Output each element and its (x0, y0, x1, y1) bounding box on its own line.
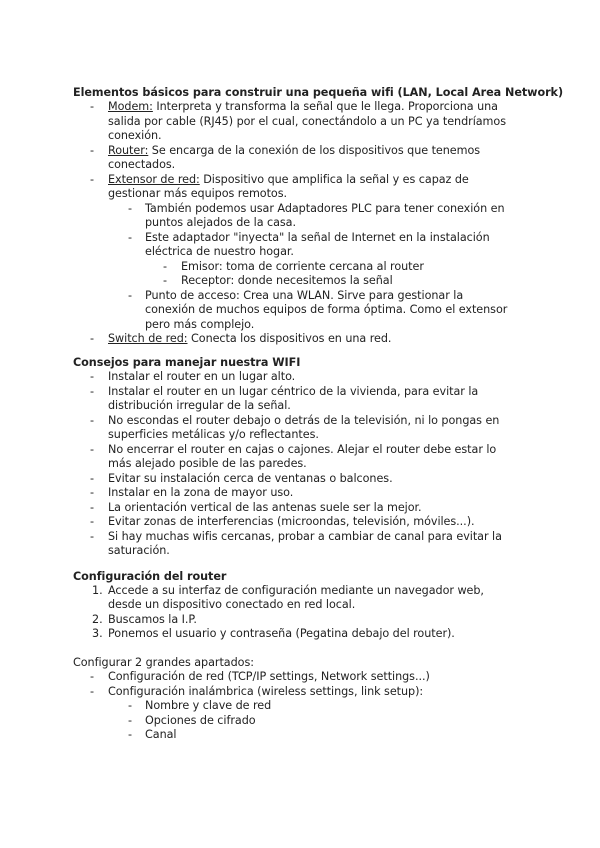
text-modem-3: conexión. (108, 129, 162, 142)
tip-line: No encerrar el router en cajas o cajones. Alejar el router debe estar lo (108, 443, 497, 456)
bullet-dash: - (163, 274, 168, 287)
bullet-dash: - (128, 728, 133, 741)
bullet-dash: - (128, 714, 133, 727)
sub-sub-item-receptor: Receptor: donde necesitemos la señal (181, 274, 393, 287)
sub-item-punto-acceso: Punto de acceso: Crea una WLAN. Sirve para gestionar la (145, 289, 464, 302)
bullet-dash: - (90, 173, 95, 186)
sub-item-adaptador: Este adaptador "inyecta" la señal de Internet en la instalación (145, 231, 490, 244)
tip-line: más alejado posible de las paredes. (108, 457, 307, 470)
bullet-dash: - (90, 385, 95, 398)
bullet-dash: - (163, 260, 168, 273)
tip-line: La orientación vertical de las antenas suele ser la mejor. (108, 501, 422, 514)
bullet-dash: - (128, 202, 133, 215)
config-sub-item: Canal (145, 728, 177, 741)
tip-line: Si hay muchas wifis cercanas, probar a cambiar de canal para evitar la (108, 530, 502, 543)
list-item-router (108, 144, 480, 159)
text-extensor-2: gestionar más equipos remotos. (108, 187, 288, 200)
list-item-switch (108, 332, 391, 347)
tip-line: distribución irregular de la señal. (108, 399, 291, 412)
bullet-dash: - (90, 443, 95, 456)
bullet-dash: - (90, 414, 95, 427)
sub-item-plc: También podemos usar Adaptadores PLC para tener conexión en (145, 202, 505, 215)
step-line: desde un dispositivo conectado en red local. (108, 598, 356, 611)
section-heading-configuracion: Configuración del router (73, 570, 227, 583)
list-item-modem (108, 100, 498, 115)
tip-line: Evitar zonas de interferencias (microondas, televisión, móviles...). (108, 515, 475, 528)
bullet-dash: - (90, 685, 95, 698)
text-switch-1: Conecta los dispositivos en una red. (187, 332, 392, 345)
section-heading-elementos: Elementos básicos para construir una pequeña wifi (LAN, Local Area Network) (73, 86, 564, 99)
text-router-1: Se encarga de la conexión de los dispositivos que tenemos (148, 144, 481, 157)
list-item-extensor (108, 173, 469, 188)
tip-line: Instalar el router en un lugar alto. (108, 370, 296, 383)
tip-line: saturación. (108, 544, 170, 557)
section-heading-apartados: Configurar 2 grandes apartados: (73, 656, 254, 669)
text-extensor-1: Dispositivo que amplifica la señal y es capaz de (199, 173, 469, 186)
tip-line: No escondas el router debajo o detrás de la televisión, ni lo pongas en (108, 414, 500, 427)
step-line: Accede a su interfaz de configuración mediante un navegador web, (108, 584, 484, 597)
sub-sub-item-emisor: Emisor: toma de corriente cercana al router (181, 260, 424, 273)
tip-line: Instalar en la zona de mayor uso. (108, 486, 294, 499)
bullet-dash: - (90, 100, 95, 113)
sub-item-punto-acceso-3: pero más complejo. (145, 318, 255, 331)
term-switch: Switch de red: (108, 332, 188, 345)
term-modem: Modem: (108, 100, 153, 113)
bullet-dash: - (90, 670, 95, 683)
list-number: 3. (92, 627, 103, 640)
text-router-2: conectados. (108, 158, 176, 171)
config-sub-item: Opciones de cifrado (145, 714, 256, 727)
bullet-dash: - (128, 699, 133, 712)
list-number: 1. (92, 584, 103, 597)
bullet-dash: - (90, 501, 95, 514)
step-line: Ponemos el usuario y contraseña (Pegatina debajo del router). (108, 627, 455, 640)
bullet-dash: - (90, 144, 95, 157)
config-item-red: Configuración de red (TCP/IP settings, Network settings...) (108, 670, 430, 683)
config-sub-item: Nombre y clave de red (145, 699, 272, 712)
bullet-dash: - (90, 472, 95, 485)
bullet-dash: - (90, 486, 95, 499)
config-item-inalambrica: Configuración inalámbrica (wireless settings, link setup): (108, 685, 424, 698)
sub-item-adaptador-2: eléctrica de nuestro hogar. (145, 245, 294, 258)
text-modem-1: Interpreta y transforma la señal que le llega. Proporciona una (152, 100, 498, 113)
term-extensor: Extensor de red: (108, 173, 200, 186)
text-modem-2: salida por cable (RJ45) por el cual, conectándolo a un PC ya tendríamos (108, 115, 506, 128)
section-heading-consejos: Consejos para manejar nuestra WIFI (73, 356, 301, 369)
bullet-dash: - (90, 530, 95, 543)
tip-line: Instalar el router en un lugar céntrico de la vivienda, para evitar la (108, 385, 479, 398)
bullet-dash: - (90, 370, 95, 383)
bullet-dash: - (90, 332, 95, 345)
bullet-dash: - (128, 289, 133, 302)
list-number: 2. (92, 613, 103, 626)
bullet-dash: - (90, 515, 95, 528)
term-router: Router: (108, 144, 149, 157)
sub-item-plc-2: puntos alejados de la casa. (145, 216, 296, 229)
sub-item-punto-acceso-2: conexión de muchos equipos de forma óptima. Como el extensor (145, 303, 508, 316)
tip-line: Evitar su instalación cerca de ventanas o balcones. (108, 472, 393, 485)
step-line: Buscamos la I.P. (108, 613, 197, 626)
bullet-dash: - (128, 231, 133, 244)
tip-line: superficies metálicas y/o reflectantes. (108, 428, 319, 441)
